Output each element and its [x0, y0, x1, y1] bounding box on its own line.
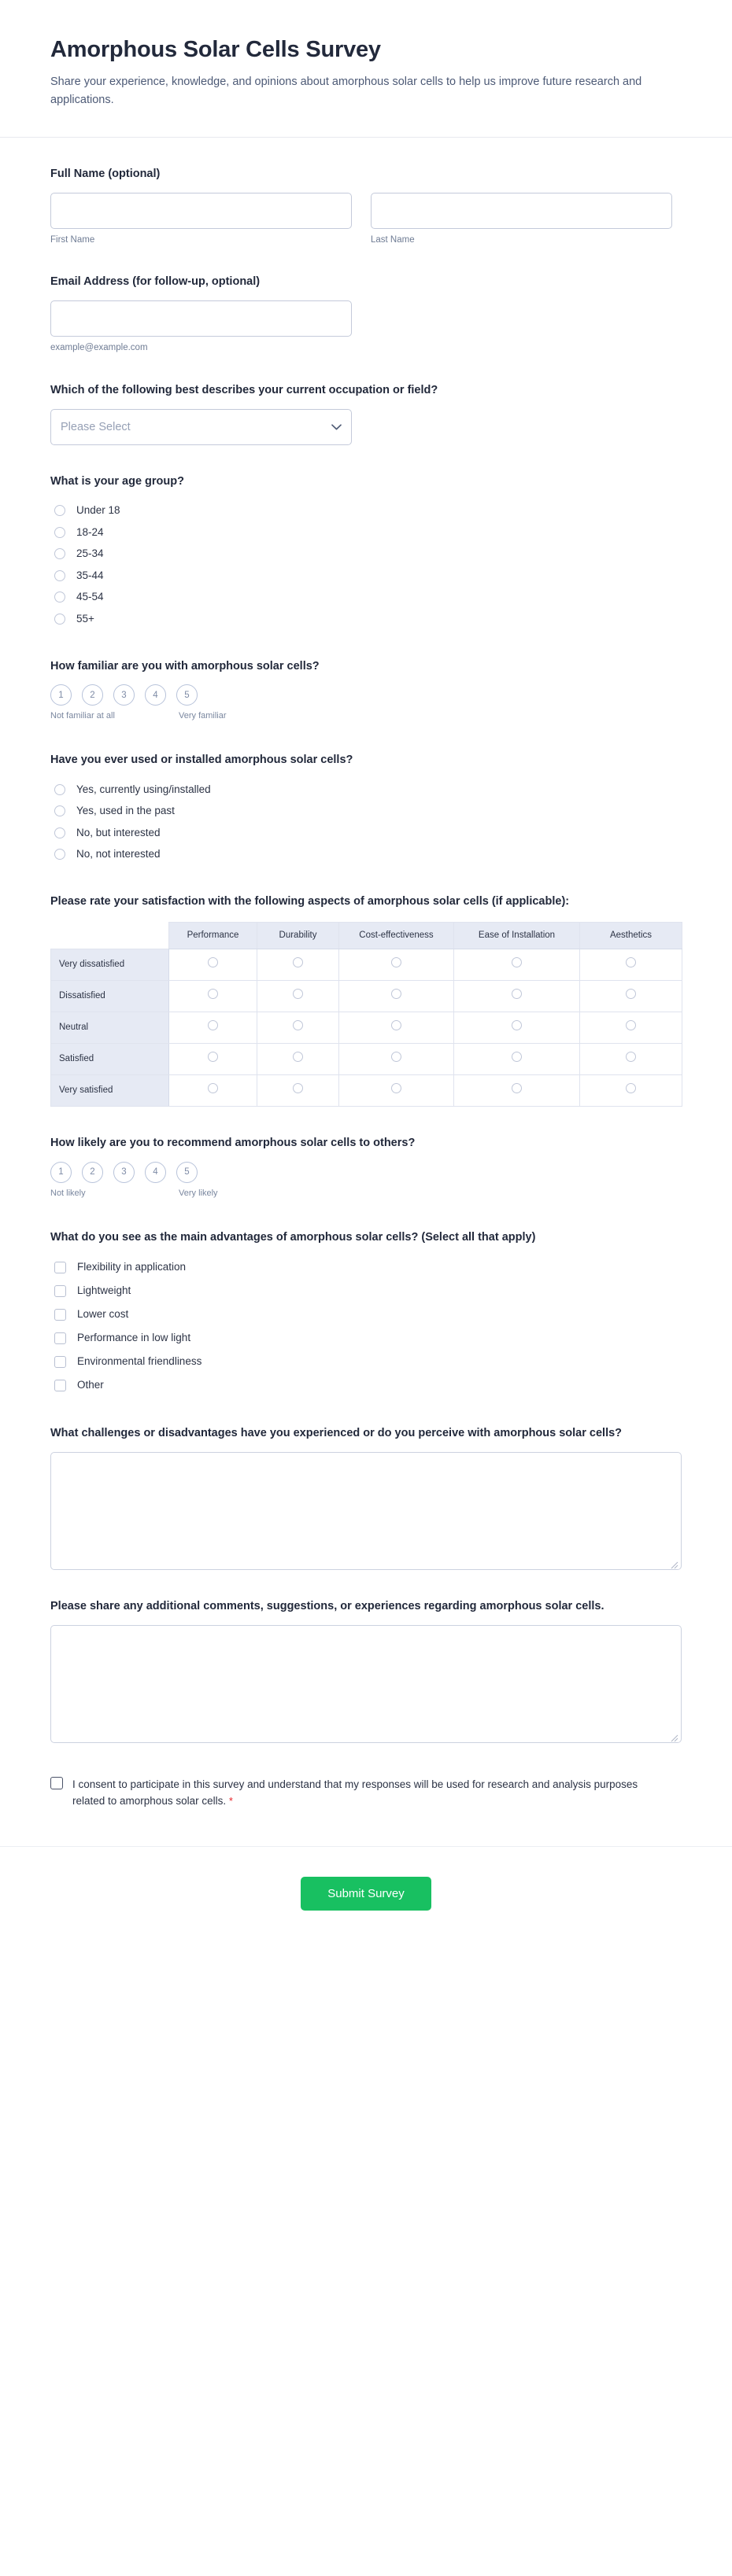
checkbox-icon[interactable]: [54, 1380, 66, 1391]
recommend-scale-1[interactable]: 1: [50, 1162, 72, 1183]
radio-icon[interactable]: [391, 957, 401, 967]
age-option-label: 18-24: [76, 525, 104, 538]
comments-textarea[interactable]: [50, 1625, 682, 1743]
radio-icon[interactable]: [391, 1020, 401, 1030]
checkbox-icon[interactable]: [54, 1285, 66, 1297]
field-email: [0, 274, 732, 354]
advantage-option-label: Other: [77, 1379, 104, 1391]
last-name-sublabel: Last Name: [371, 234, 415, 245]
matrix-col-cost-effectiveness: Cost-effectiveness: [339, 922, 454, 949]
full-name-inputs: [50, 193, 682, 246]
age-option-label: 25-34: [76, 547, 104, 560]
matrix-cell-neutral-aesthetics[interactable]: [580, 1012, 682, 1043]
matrix-cell-satisfied-ease-of-installation[interactable]: [454, 1043, 580, 1074]
matrix-col-ease-of-installation: Ease of Installation: [454, 922, 580, 949]
radio-icon[interactable]: [54, 827, 65, 838]
familiarity-legend-right: Very familiar: [179, 711, 227, 721]
matrix-cell-satisfied-cost-effectiveness[interactable]: [339, 1043, 454, 1074]
advantage-option-other[interactable]: [50, 1373, 682, 1397]
advantage-option-lightweight[interactable]: [50, 1279, 682, 1303]
matrix-cell-very-satisfied-ease-of-installation[interactable]: [454, 1074, 580, 1106]
consent-checkbox-icon[interactable]: [50, 1777, 63, 1789]
usage-option-used-in-past[interactable]: [50, 801, 682, 823]
table-row: [51, 980, 682, 1012]
familiarity-scale-3[interactable]: 3: [113, 684, 135, 706]
radio-icon[interactable]: [391, 1052, 401, 1062]
matrix-cell-very-satisfied-aesthetics[interactable]: [580, 1074, 682, 1106]
familiarity-scale-4[interactable]: 4: [145, 684, 166, 706]
field-challenges: [0, 1425, 732, 1570]
matrix-cell-very-satisfied-cost-effectiveness[interactable]: [339, 1074, 454, 1106]
usage-options: [50, 779, 682, 865]
table-row: [51, 1074, 682, 1106]
familiarity-scale: [50, 684, 682, 706]
radio-icon[interactable]: [293, 1052, 303, 1062]
email-sublabel: example@example.com: [50, 343, 148, 353]
matrix-col-aesthetics: Aesthetics: [580, 922, 682, 949]
matrix-row-satisfied: Satisfied: [51, 1043, 169, 1074]
radio-icon[interactable]: [512, 1020, 522, 1030]
advantage-option-label: Flexibility in application: [77, 1261, 187, 1273]
advantage-option-label: Lightweight: [77, 1284, 131, 1297]
radio-icon[interactable]: [512, 1052, 522, 1062]
matrix-cell-very-dissatisfied-ease-of-installation[interactable]: [454, 949, 580, 980]
radio-icon[interactable]: [626, 957, 636, 967]
matrix-col-durability: Durability: [257, 922, 339, 949]
table-row: [51, 949, 682, 980]
first-name-sublabel: First Name: [50, 234, 95, 245]
age-option-45-54[interactable]: [50, 587, 682, 609]
email-group: [50, 300, 352, 354]
radio-icon[interactable]: [293, 1020, 303, 1030]
radio-icon[interactable]: [208, 1052, 218, 1062]
radio-icon[interactable]: [54, 548, 65, 559]
satisfaction-matrix-table: [50, 922, 682, 1107]
radio-icon[interactable]: [54, 614, 65, 625]
advantage-option-lower-cost[interactable]: [50, 1303, 682, 1326]
occupation-selected-value: Please Select: [61, 420, 131, 433]
radio-icon[interactable]: [293, 957, 303, 967]
matrix-row-very-satisfied: Very satisfied: [51, 1074, 169, 1106]
radio-icon[interactable]: [54, 784, 65, 795]
usage-label: Have you ever used or installed amorphous solar cells?: [50, 754, 353, 767]
radio-icon[interactable]: [208, 989, 218, 999]
radio-icon[interactable]: [293, 989, 303, 999]
challenges-label: What challenges or disadvantages have you experienced or do you perceive with amorphous solar cells?: [50, 1427, 623, 1440]
familiarity-scale-1[interactable]: 1: [50, 684, 72, 706]
age-option-under-18[interactable]: [50, 500, 682, 522]
usage-option-label: Yes, used in the past: [76, 805, 175, 817]
radio-icon[interactable]: [54, 505, 65, 516]
recommend-label: How likely are you to recommend amorphous solar cells to others?: [50, 1136, 416, 1149]
advantage-option-label: Lower cost: [77, 1308, 129, 1321]
resize-handle-icon[interactable]: [670, 1732, 678, 1741]
age-option-label: 55+: [76, 612, 94, 625]
matrix-corner-cell: [51, 922, 169, 949]
field-consent: [0, 1776, 732, 1810]
occupation-select-wrap: [50, 409, 352, 445]
advantage-option-label: Performance in low light: [77, 1332, 191, 1344]
matrix-cell-neutral-durability[interactable]: [257, 1012, 339, 1043]
recommend-scale: [50, 1162, 682, 1183]
usage-option-not-interested[interactable]: [50, 844, 682, 866]
familiarity-label: How familiar are you with amorphous solar cells?: [50, 659, 320, 673]
recommend-scale-4[interactable]: 4: [145, 1162, 166, 1183]
challenges-textarea[interactable]: [50, 1452, 682, 1570]
age-option-55-plus[interactable]: [50, 608, 682, 630]
matrix-header-row: [51, 922, 682, 949]
age-option-25-34[interactable]: [50, 544, 682, 566]
radio-icon[interactable]: [391, 1083, 401, 1093]
checkbox-icon[interactable]: [54, 1262, 66, 1273]
advantage-option-flexibility[interactable]: [50, 1255, 682, 1279]
email-input[interactable]: [50, 300, 352, 337]
radio-icon[interactable]: [512, 989, 522, 999]
age-option-18-24[interactable]: [50, 521, 682, 544]
full-name-label: Full Name (optional): [50, 167, 161, 180]
page-title: Amorphous Solar Cells Survey: [50, 37, 381, 62]
familiarity-legend: [50, 711, 682, 724]
matrix-cell-very-dissatisfied-durability[interactable]: [257, 949, 339, 980]
matrix-col-performance: Performance: [169, 922, 257, 949]
matrix-cell-very-dissatisfied-aesthetics[interactable]: [580, 949, 682, 980]
advantage-option-low-light[interactable]: [50, 1326, 682, 1350]
occupation-select[interactable]: [50, 409, 352, 445]
matrix-cell-dissatisfied-durability[interactable]: [257, 980, 339, 1012]
age-option-35-44[interactable]: [50, 565, 682, 587]
familiarity-scale-5[interactable]: 5: [176, 684, 198, 706]
usage-option-currently-using[interactable]: [50, 779, 682, 801]
radio-icon[interactable]: [626, 989, 636, 999]
radio-icon[interactable]: [208, 957, 218, 967]
advantages-options: [50, 1255, 682, 1397]
form-subtitle: Share your experience, knowledge, and opinions about amorphous solar cells to help us improve future research and applications.: [50, 75, 642, 107]
field-occupation: [0, 382, 732, 445]
matrix-cell-neutral-cost-effectiveness[interactable]: [339, 1012, 454, 1043]
matrix-cell-dissatisfied-ease-of-installation[interactable]: [454, 980, 580, 1012]
last-name-group: [371, 193, 672, 246]
radio-icon[interactable]: [512, 957, 522, 967]
radio-icon[interactable]: [512, 1083, 522, 1093]
matrix-row-dissatisfied: Dissatisfied: [51, 980, 169, 1012]
consent-text: [72, 1776, 647, 1810]
matrix-cell-dissatisfied-cost-effectiveness[interactable]: [339, 980, 454, 1012]
recommend-scale-3[interactable]: 3: [113, 1162, 135, 1183]
checkbox-icon[interactable]: [54, 1356, 66, 1368]
age-group-label: What is your age group?: [50, 474, 184, 488]
matrix-cell-neutral-performance[interactable]: [169, 1012, 257, 1043]
advantage-option-label: Environmental friendliness: [77, 1355, 202, 1368]
form-header: [0, 0, 732, 138]
email-label: Email Address (for follow-up, optional): [50, 275, 261, 289]
field-usage: [0, 752, 732, 865]
age-option-label: 45-54: [76, 591, 104, 603]
required-marker: *: [228, 1795, 233, 1808]
familiarity-scale-2[interactable]: 2: [82, 684, 103, 706]
radio-icon[interactable]: [54, 570, 65, 581]
submit-survey-button[interactable]: Submit Survey: [301, 1877, 431, 1911]
matrix-cell-very-satisfied-performance[interactable]: [169, 1074, 257, 1106]
matrix-cell-very-dissatisfied-performance[interactable]: [169, 949, 257, 980]
radio-icon[interactable]: [54, 591, 65, 603]
radio-icon[interactable]: [54, 849, 65, 860]
field-full-name: [0, 166, 732, 246]
matrix-row-very-dissatisfied: Very dissatisfied: [51, 949, 169, 980]
age-option-label: 35-44: [76, 569, 104, 581]
field-familiarity: [0, 658, 732, 724]
form-footer: [0, 1847, 732, 1945]
matrix-row-neutral: Neutral: [51, 1012, 169, 1043]
radio-icon[interactable]: [54, 527, 65, 538]
resize-handle-icon[interactable]: [670, 1559, 678, 1568]
matrix-cell-satisfied-durability[interactable]: [257, 1043, 339, 1074]
familiarity-legend-left: Not familiar at all: [50, 711, 115, 721]
radio-icon[interactable]: [626, 1083, 636, 1093]
matrix-cell-very-satisfied-durability[interactable]: [257, 1074, 339, 1106]
consent-text-body: I consent to participate in this survey and understand that my responses will be used for research and analysis purposes related to amorphous solar cells.: [72, 1778, 638, 1808]
recommend-legend-right: Very likely: [179, 1188, 218, 1198]
occupation-label: Which of the following best describes your current occupation or field?: [50, 384, 438, 397]
matrix-cell-dissatisfied-aesthetics[interactable]: [580, 980, 682, 1012]
recommend-legend-left: Not likely: [50, 1188, 86, 1198]
matrix-cell-neutral-ease-of-installation[interactable]: [454, 1012, 580, 1043]
advantages-label: What do you see as the main advantages of amorphous solar cells? (Select all that apply): [50, 1230, 536, 1244]
table-row: [51, 1043, 682, 1074]
radio-icon[interactable]: [208, 1083, 218, 1093]
usage-option-label: No, but interested: [76, 826, 161, 838]
table-row: [51, 1012, 682, 1043]
recommend-scale-5[interactable]: 5: [176, 1162, 198, 1183]
field-advantages: [0, 1229, 732, 1398]
checkbox-icon[interactable]: [54, 1332, 66, 1344]
checkbox-icon[interactable]: [54, 1309, 66, 1321]
matrix-cell-very-dissatisfied-cost-effectiveness[interactable]: [339, 949, 454, 980]
field-recommend: [0, 1135, 732, 1201]
radio-icon[interactable]: [293, 1083, 303, 1093]
consent-row[interactable]: [50, 1776, 682, 1810]
satisfaction-matrix-label: Please rate your satisfaction with the following aspects of amorphous solar cells (if applicable):: [50, 895, 570, 908]
comments-label: Please share any additional comments, suggestions, or experiences regarding amorphous solar cells.: [50, 1600, 604, 1613]
first-name-group: [50, 193, 352, 246]
radio-icon[interactable]: [54, 805, 65, 816]
recommend-scale-2[interactable]: 2: [82, 1162, 103, 1183]
radio-icon[interactable]: [626, 1052, 636, 1062]
first-name-input[interactable]: [50, 193, 352, 229]
age-group-options: [50, 500, 682, 630]
matrix-cell-satisfied-performance[interactable]: [169, 1043, 257, 1074]
field-satisfaction-matrix: [0, 894, 732, 1107]
matrix-cell-dissatisfied-performance[interactable]: [169, 980, 257, 1012]
age-option-label: Under 18: [76, 504, 120, 517]
radio-icon[interactable]: [626, 1020, 636, 1030]
matrix-cell-satisfied-aesthetics[interactable]: [580, 1043, 682, 1074]
field-age-group: [0, 474, 732, 630]
radio-icon[interactable]: [391, 989, 401, 999]
advantage-option-environmental[interactable]: [50, 1350, 682, 1373]
matrix-container: [50, 922, 682, 1107]
usage-option-label: No, not interested: [76, 848, 161, 861]
field-comments: [0, 1598, 732, 1743]
radio-icon[interactable]: [208, 1020, 218, 1030]
last-name-input[interactable]: [371, 193, 672, 229]
usage-option-no-but-interested[interactable]: [50, 822, 682, 844]
recommend-legend: [50, 1188, 682, 1201]
usage-option-label: Yes, currently using/installed: [76, 783, 211, 795]
